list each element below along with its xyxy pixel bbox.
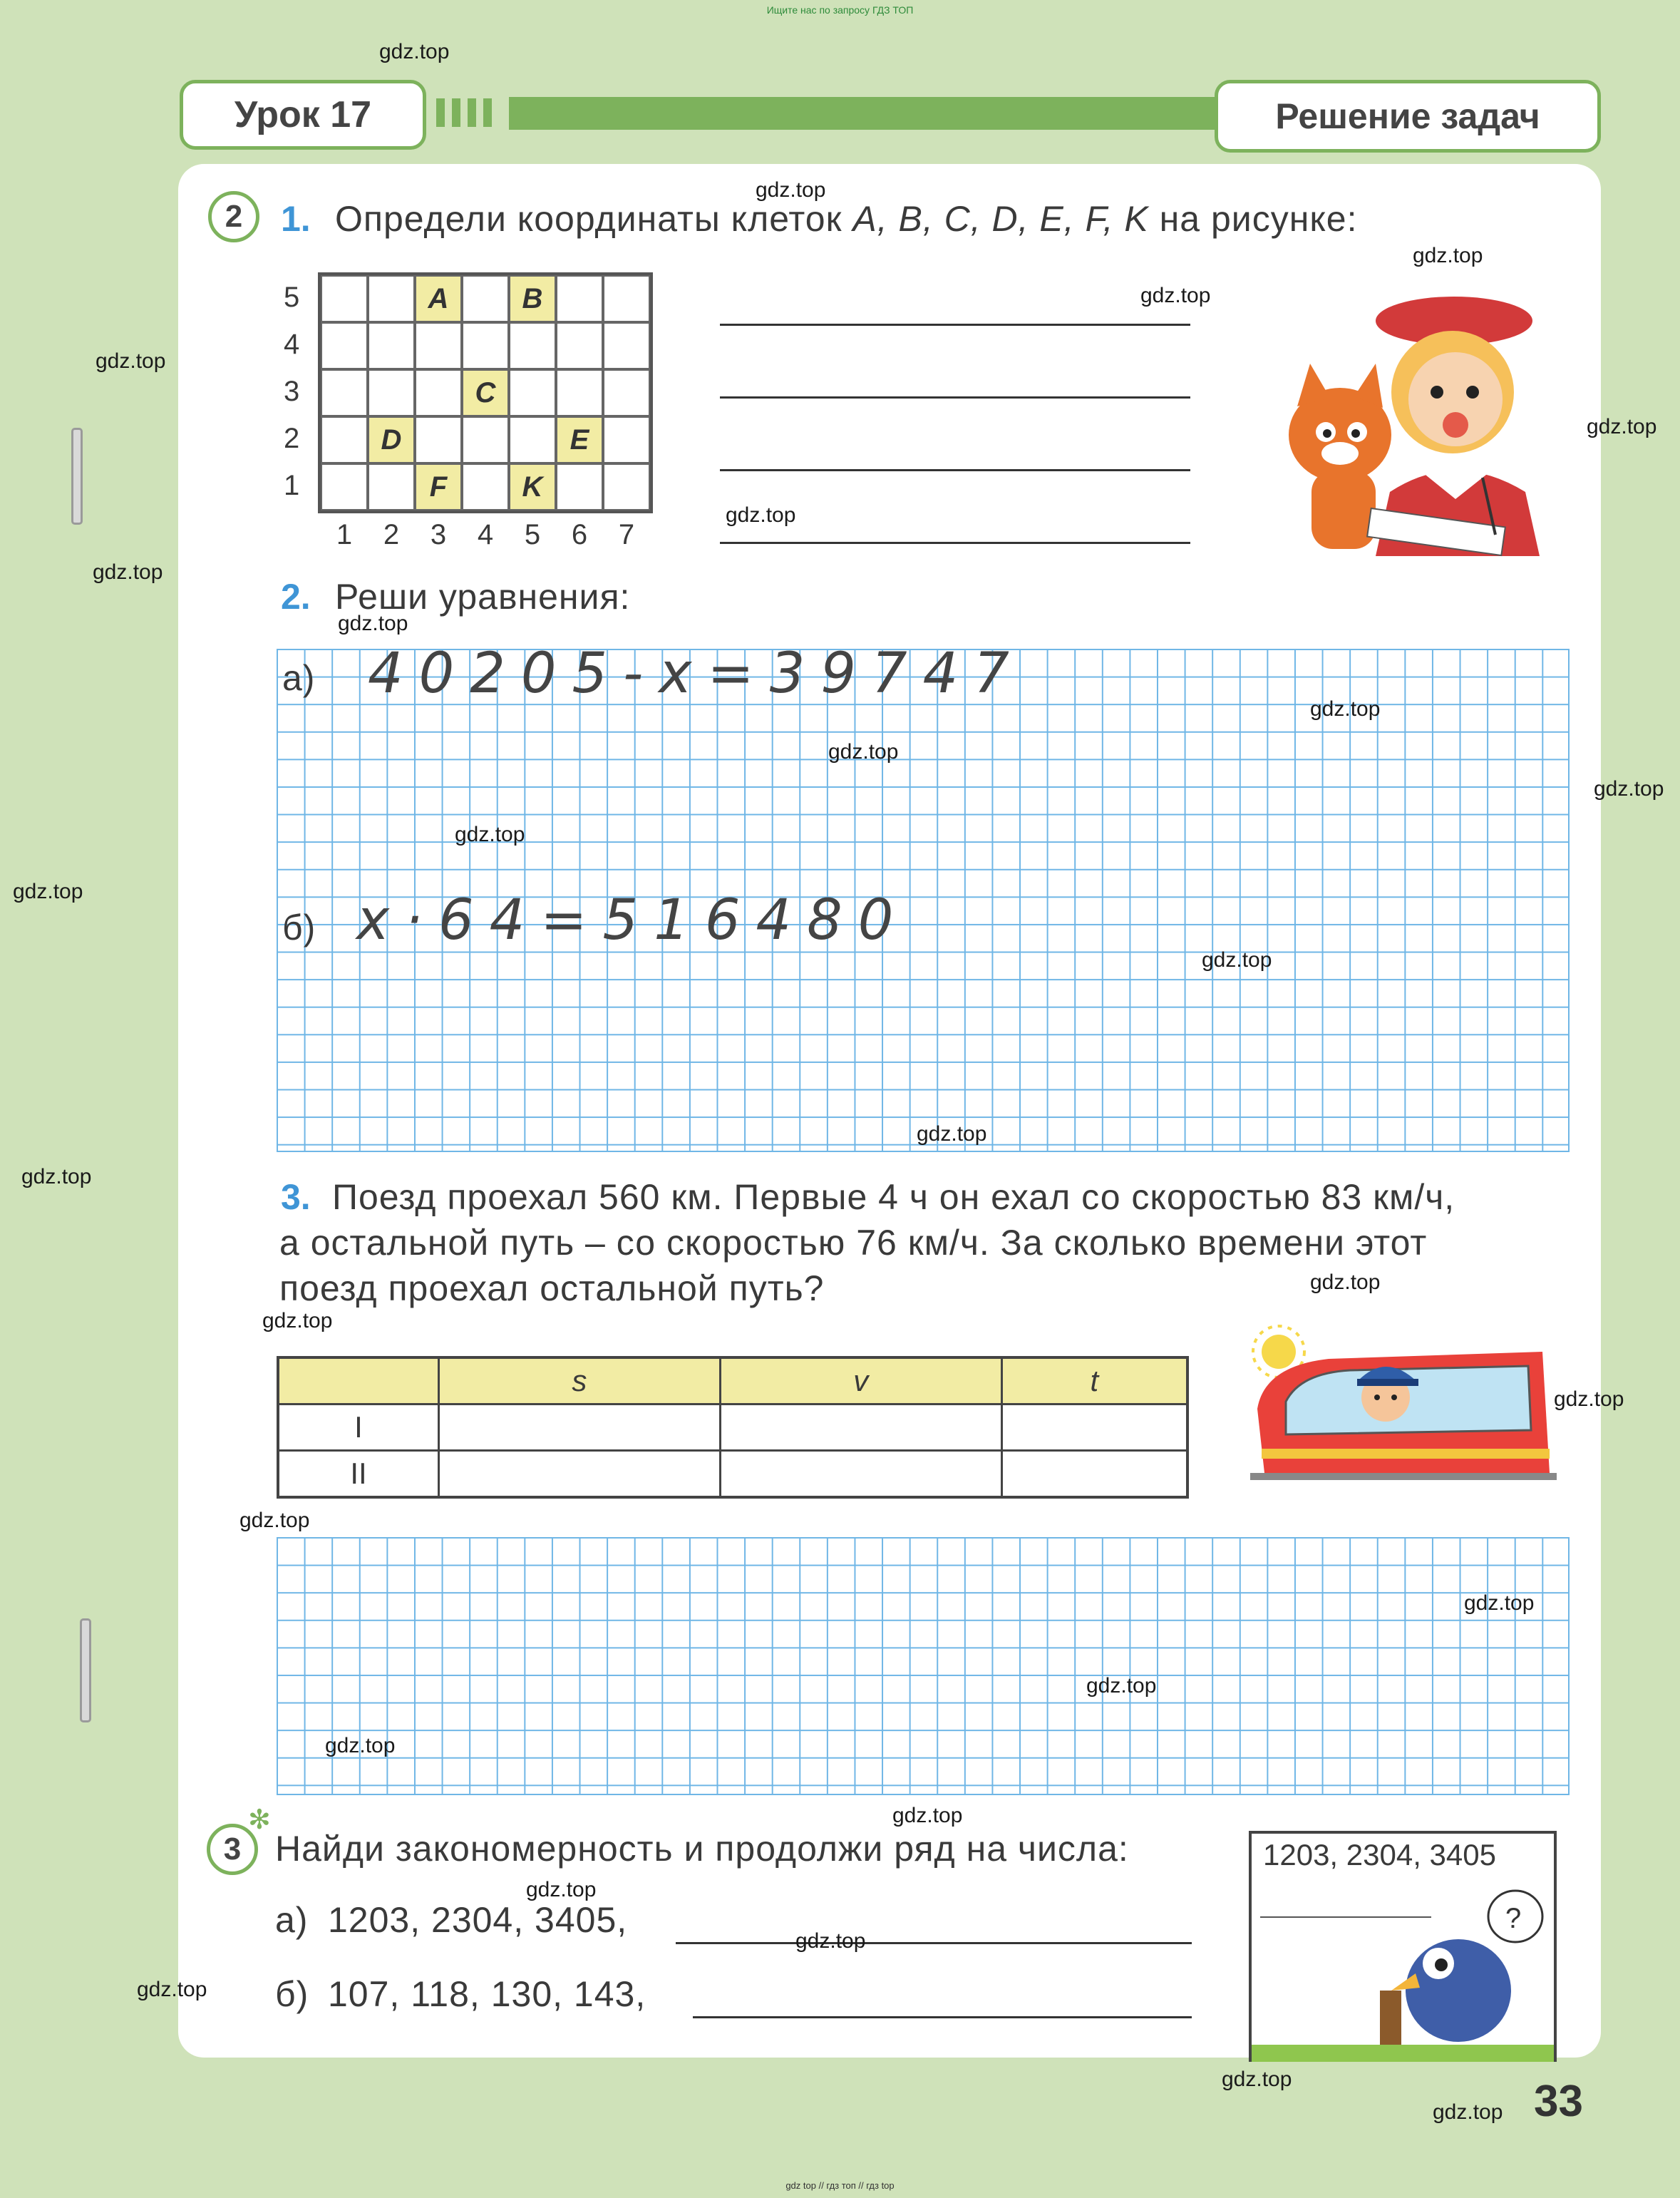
grid-cell [321,416,368,463]
grid-cell [509,416,556,463]
y-label: 4 [284,329,300,360]
watermark: gdz.top [917,1122,987,1146]
series-a: 1203, 2304, 3405, [328,1900,628,1940]
watermark: gdz.top [1140,284,1211,307]
grid-cell [556,463,603,510]
question-text: Определи координаты клеток [335,199,853,239]
part-3-number: 3. [281,1177,311,1217]
answer-line[interactable] [720,469,1190,471]
table-header-blank [278,1357,439,1404]
watermark: gdz.top [325,1734,396,1757]
watermark: gdz.top [93,560,163,584]
grid-cell [321,275,368,322]
coordinate-grid [318,272,653,513]
task-2-number: 2 [208,191,259,242]
table-cell[interactable] [1001,1451,1187,1498]
header-bar [509,97,1215,130]
watermark: gdz.top [828,740,899,764]
part-1-question [335,198,1357,240]
grid-cell-c: C [462,369,509,416]
watermark: gdz.top [1222,2068,1292,2091]
header-note: Ищите нас по запросу ГДЗ ТОП [766,4,914,16]
grid-cell-b: B [509,275,556,322]
star-icon: ✻ [248,1805,271,1835]
watermark: gdz.top [1202,948,1272,972]
watermark: gdz.top [1594,777,1664,801]
question-mark: ? [1505,1903,1522,1934]
part-2-question: Реши уравнения: [335,577,631,617]
page-number: 33 [1534,2077,1583,2126]
watermark: gdz.top [262,1309,333,1332]
lesson-tab: Урок 17 [180,80,426,150]
grid-cell-k: K [509,463,556,510]
x-label: 5 [524,519,541,550]
girl-and-cat-illustration [1269,292,1568,563]
watermark: gdz.top [455,823,525,846]
part-1-number: 1. [281,199,311,239]
grid-cell [509,369,556,416]
table-cell[interactable] [1001,1404,1187,1451]
watermark: gdz.top [892,1804,963,1827]
squared-work-area-solution[interactable] [277,1537,1570,1795]
y-label: 5 [284,282,300,313]
distance-speed-time-table [277,1356,1189,1499]
grid-cell [603,369,650,416]
x-label: 6 [571,519,588,550]
y-label: 1 [284,470,300,501]
problem-line-3: поезд проехал остальной путь? [279,1268,825,1308]
watermark: gdz.top [526,1878,597,1901]
answer-line[interactable] [720,396,1190,399]
equation-b-label: б) [282,908,316,947]
table-header-s: s [439,1357,721,1404]
watermark: gdz.top [1413,244,1483,267]
grid-cell [509,322,556,369]
x-label: 2 [383,519,400,550]
grid-cell [462,322,509,369]
grid-cell [415,416,462,463]
grid-cell [603,322,650,369]
table-row [278,1451,1187,1498]
grid-cell [603,416,650,463]
task-3-number: 3 [207,1824,258,1875]
watermark: gdz.top [1086,1674,1157,1698]
grid-cell [368,463,415,510]
question-text-end: на рисунке: [1148,199,1358,239]
answer-line[interactable] [720,324,1190,326]
grid-cell-f: F [415,463,462,510]
x-label: 7 [618,519,635,550]
grid-cell [368,275,415,322]
tram-driver-illustration [1243,1323,1564,1494]
y-label: 2 [284,423,300,454]
watermark: gdz.top [726,503,796,527]
grid-cell-d: D [368,416,415,463]
watermark: gdz.top [338,612,408,635]
watermark: gdz.top [13,880,83,903]
watermark: gdz.top [756,178,826,202]
table-header-v: v [720,1357,1001,1404]
equation-a: 40205-x=39747 [368,642,1025,706]
equation-a-label: а) [282,658,316,698]
row-label: II [278,1451,439,1498]
answer-line[interactable] [676,1942,1192,1944]
watermark: gdz.top [1433,2100,1503,2124]
task-3-question: Найди закономерность и продолжи ряд на числа: [275,1829,1129,1869]
watermark: gdz.top [1464,1591,1535,1615]
grid-cell [321,463,368,510]
grid-cell [321,369,368,416]
part-2-number: 2. [281,577,311,617]
watermark: gdz.top [379,40,450,63]
grid-cell [556,275,603,322]
footer-note: gdz top // гдз топ // гдз top [785,2180,895,2191]
watermark: gdz.top [21,1165,92,1188]
topic-tab: Решение задач [1215,80,1601,153]
grid-cell [368,369,415,416]
watermark: gdz.top [137,1978,207,2001]
crow-sign-illustration [1249,1831,1557,2062]
x-label: 1 [336,519,353,550]
grid-x-labels [321,519,650,551]
watermark: gdz.top [96,349,166,373]
problem-line-2: а остальной путь – со скоростью 76 км/ч. За сколько времени этот [279,1223,1428,1263]
x-label: 3 [430,519,447,550]
answer-line[interactable] [720,542,1190,544]
grid-cell [462,416,509,463]
series-a-label: а) [275,1900,309,1940]
grid-cell [556,322,603,369]
grid-cell [556,369,603,416]
grid-y-labels [284,274,312,509]
grid-cell [321,322,368,369]
problem-line-1: Поезд проехал 560 км. Первые 4 ч он ехал со скоростью 83 км/ч, [332,1177,1455,1217]
grid-cell [462,463,509,510]
cell-letters: A, B, C, D, E, F, K [852,199,1149,239]
watermark: gdz.top [1587,415,1657,438]
row-label: I [278,1404,439,1451]
grid-cell [368,322,415,369]
watermark: gdz.top [1554,1387,1624,1411]
grid-cell [603,275,650,322]
grid-cell-a: A [415,275,462,322]
y-label: 3 [284,376,300,407]
grid-cell-e: E [556,416,603,463]
sign-text: 1203, 2304, 3405 [1263,1838,1496,1871]
header-ticks [436,98,492,127]
watermark: gdz.top [795,1929,866,1953]
table-cell[interactable] [720,1404,1001,1451]
watermark: gdz.top [1310,697,1381,721]
grid-cell [415,322,462,369]
table-row [278,1404,1187,1451]
series-b-label: б) [275,1974,309,2014]
table-cell[interactable] [439,1451,721,1498]
staple [80,1618,91,1722]
equation-b: x·64=516480 [356,888,909,952]
table-cell[interactable] [720,1451,1001,1498]
watermark: gdz.top [1310,1270,1381,1294]
grid-cell [462,275,509,322]
grid-cell [603,463,650,510]
table-cell[interactable] [439,1404,721,1451]
x-label: 4 [477,519,494,550]
grid-cell [415,369,462,416]
answer-line[interactable] [693,2016,1192,2018]
watermark: gdz.top [239,1509,310,1532]
staple [71,428,83,525]
table-header-t: t [1001,1357,1187,1404]
crow-icon [1252,1884,1554,2062]
series-b: 107, 118, 130, 143, [328,1974,646,2014]
